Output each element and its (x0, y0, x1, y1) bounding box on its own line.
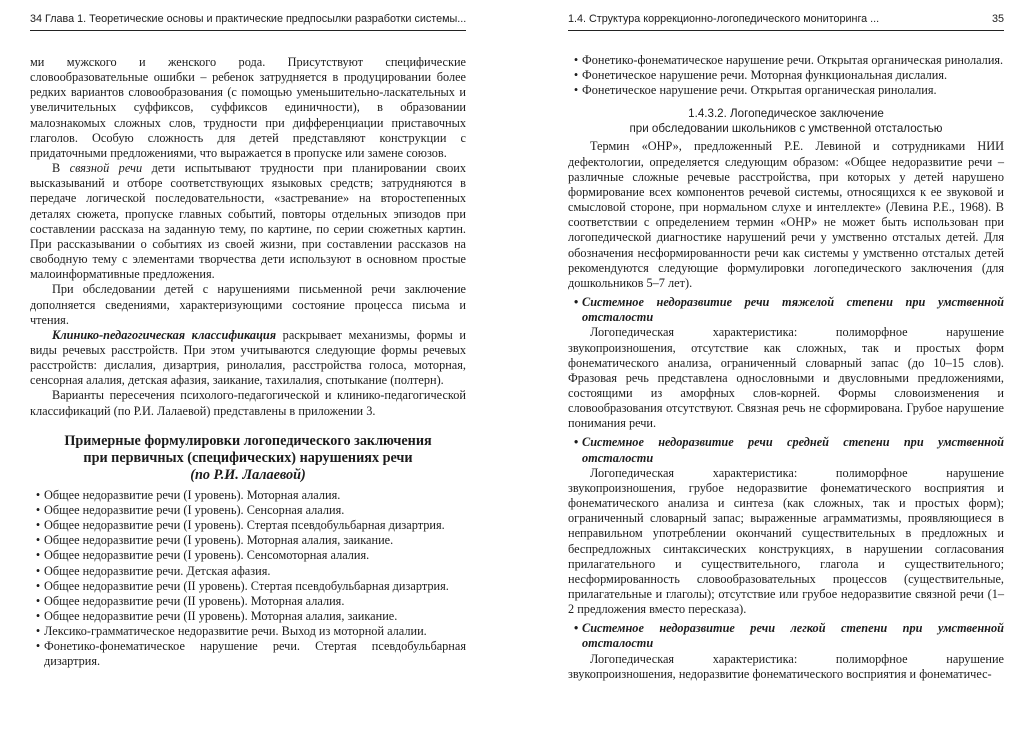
list-item: • Общее недоразвитие речи (II уровень). Моторная алалия. (30, 594, 466, 609)
right-body (568, 53, 1004, 682)
text-run: раскрывает механизмы, формы и виды речевых расстройств. При этом учитываются следующие формы речевых расстройств: дислалия, дизартрия, ринолалия, расстройства голоса, моторная, сенсорная алалия, детская афазия, заикание, тахилалия, спотыкание (полтерн). (30, 327, 466, 388)
text-run: дети испытывают трудности при планировании своих высказываний и отборе соответствующих языковых средств; затрудняются в передаче логической последовательности, «застревание» на второстепенных деталях сюжета, пропуске главных событий, повторы отдельных эпизодов при составлении рассказа на заданную тему, по картине, по серии сюжетных картин. При рассказывании о событиях из своей жизни, при составлении рассказов на свободную тему с элементами творчества дети используют в основном простые малоинформативные предложения. (30, 161, 467, 282)
left-paragraph: Варианты пересечения психолого-педагогической и клинико-педагогической классификаций (по Р.И. Лалаевой) представлены в приложении 3. (30, 388, 466, 418)
list-item: • Общее недоразвитие речи (I уровень). Моторная алалия. (30, 488, 466, 503)
right-header-title: 1.4. Структура коррекционно-логопедического мониторинга ... (568, 13, 880, 25)
bold-term: Клинико-педагогическая классификация (52, 327, 277, 342)
list-item: • Фонетическое нарушение речи. Открытая органическая ринолалия. (568, 83, 1004, 98)
category-label-list (568, 435, 1004, 465)
subsection-heading-line: при обследовании школьников с умственной отсталостью (629, 122, 943, 136)
list-item: • Общее недоразвитие речи. Детская афазия. (30, 564, 466, 579)
list-item: • Общее недоразвитие речи (II уровень). Моторная алалия, заикание. (30, 609, 466, 624)
section-title-line: Примерные формулировки логопедического заключения (64, 432, 432, 449)
section-title-line: при первичных (специфических) нарушениях речи (83, 449, 413, 466)
diagnosis-list (30, 488, 466, 670)
list-item: • Общее недоразвитие речи (I уровень). Сенсомоторная алалия. (30, 548, 466, 563)
list-item: • Общее недоразвитие речи (II уровень). Стертая псевдобульбарная дизартрия. (30, 579, 466, 594)
list-item: • Лексико-грамматическое недоразвитие речи. Выход из моторной алалии. (30, 624, 466, 639)
category-label: • Системное недоразвитие речи средней степени при умственной отсталости (568, 435, 1004, 465)
section-title-line: (по Р.И. Лалаевой) (190, 466, 306, 483)
right-paragraph: Термин «ОНР», предложенный Р.Е. Левиной и сотрудниками НИИ дефектологии, определяется следующим образом: «Общее недоразвитие речи – различные сложные речевые расстройства, при которых у детей нарушено формирование всех компонентов речевой системы, относящихся к ее звуковой и смысловой стороне, при нормальном слухе и интеллекте» (Левина Р.Е., 1968). В соответствии с определением термин «ОНР» не может быть использован при логопедической диагностике нарушений речи у умственно отсталых детей. Для обозначения несформированности речи как системы у умственно отсталых детей рекомендуются следующие формулировки логопедического заключения (для дошкольников 5–7 лет). (568, 139, 1004, 290)
left-paragraph (30, 161, 466, 282)
list-item: • Фонетическое нарушение речи. Моторная функциональная дислалия. (568, 68, 1004, 83)
subsection-heading (568, 106, 1004, 136)
left-page (30, 12, 466, 670)
list-item: • Общее недоразвитие речи (I уровень). Стертая псевдобульбарная дизартрия. (30, 518, 466, 533)
subsection-heading-line: 1.4.3.2. Логопедическое заключение (688, 107, 884, 121)
category-label-list (568, 621, 1004, 651)
category-label-list (568, 295, 1004, 325)
right-paragraph: Логопедическая характеристика: полиморфное нарушение звукопроизношения, отсутствие как сложных, так и простых форм фонематического анализа, ограниченный словарный запас (до 10–15 слов). Фразовая речь представлена однословными и двусловными предложениями, состоящими из аморфных слов-корней. Формы словоизменения и словообразования отсутствуют. Связная речь не сформирована. Грубое нарушение понимания речи. (568, 325, 1004, 431)
left-paragraph (30, 328, 466, 389)
left-page-number: 34 (30, 13, 43, 25)
left-paragraph: ми мужского и женского рода. Присутствуют специфические словообразовательные ошибки – ребенок затрудняется в продуцировании более редких вариантов словообразования (с помощью уменьшительно-ласкательных и увеличительных суффиксов, суффиксов единичности), в образовании малознакомых сложных слов, трудности при дифференциации приставочных глаголов. Особую сложность для детей представляют конструкции с придаточными предложениями, что выражается в пропуске или замене союзов. (30, 55, 466, 160)
italic-term: связной речи (69, 161, 143, 176)
left-header-title: Глава 1. Теоретические основы и практические предпосылки разработки системы... (45, 13, 467, 25)
left-paragraph: При обследовании детей с нарушениями письменной речи заключение дополняется сведениями, характеризующими состояние процесса письма и чтения. (30, 282, 466, 327)
list-item: • Общее недоразвитие речи (I уровень). Сенсорная алалия. (30, 503, 466, 518)
list-item: • Фонетико-фонематическое нарушение речи. Стертая псевдобульбарная дизартрия. (30, 639, 466, 669)
list-item: • Общее недоразвитие речи (I уровень). Моторная алалия, заикание. (30, 533, 466, 548)
right-page (568, 12, 1004, 682)
right-paragraph: Логопедическая характеристика: полиморфное нарушение звукопроизношения, недоразвитие фонематического восприятия и фонематичес- (568, 651, 1004, 681)
category-label: • Системное недоразвитие речи легкой степени при умственной отсталости (568, 621, 1004, 651)
section-title (30, 433, 466, 484)
right-page-number: 35 (991, 13, 1004, 25)
left-running-head (30, 12, 466, 31)
text-run: В (52, 161, 70, 176)
category-label: • Системное недоразвитие речи тяжелой степени при умственной отсталости (568, 295, 1004, 325)
right-running-head (568, 12, 1004, 31)
diagnosis-list-continued (568, 53, 1004, 98)
right-paragraph: Логопедическая характеристика: полиморфное нарушение звукопроизношения, грубое недоразвитие фонематического восприятия и фонематического анализа и синтеза (как сложных, так и простых форм); ограниченный словарный запас; выраженные аграмматизмы, проявляющиеся в неправильном употреблении окончаний существительных в предложных и беспредложных синтаксических конструкциях, в нарушении согласования прилагательного и существительного, глагола и существительного; несформированность словообразовательных процессов (существительные, прилагательные и глаголы); отсутствие или грубое недоразвитие связной речи (1–2 предложения вместо пересказа). (568, 465, 1004, 617)
list-item: • Фонетико-фонематическое нарушение речи. Открытая органическая ринолалия. (568, 53, 1004, 68)
left-body (30, 55, 466, 670)
